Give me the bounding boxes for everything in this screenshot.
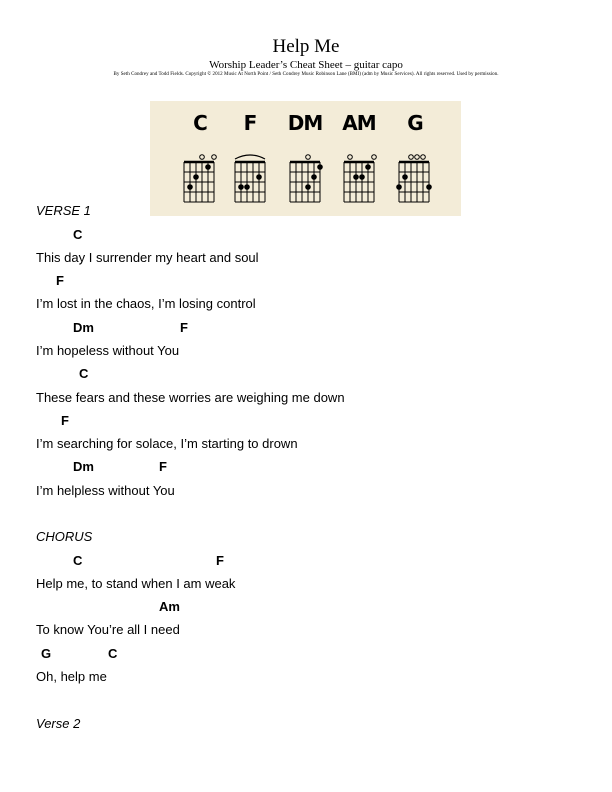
lyric-line: These fears and these worries are weighing me down: [36, 390, 345, 405]
lyric-line: I’m hopeless without You: [36, 343, 180, 358]
chord-label: G: [41, 646, 52, 661]
chord-label-dm: DM: [287, 111, 323, 135]
chord-label: F: [216, 553, 224, 568]
chord-label-f: F: [243, 111, 257, 135]
lyric-line: This day I surrender my heart and soul: [36, 250, 259, 265]
chord-label: F: [159, 459, 167, 474]
lyric-line: I’m helpless without You: [36, 483, 175, 498]
chord-label: C: [79, 366, 89, 381]
chord-label-am: AM: [342, 111, 376, 135]
page-subtitle: Worship Leader’s Cheat Sheet – guitar capo: [209, 59, 403, 71]
chord-label: F: [56, 273, 64, 288]
lyric-line: Help me, to stand when I am weak: [36, 576, 236, 591]
chord-label: C: [108, 646, 118, 661]
chord-label: F: [180, 320, 188, 335]
chord-label-c: C: [193, 111, 207, 135]
chord-label: C: [73, 227, 83, 242]
chord-label-g: G: [407, 111, 423, 135]
section-heading-verse-1: VERSE 1: [36, 203, 91, 218]
lyric-line: To know You’re all I need: [36, 622, 180, 637]
section-heading-verse-2: Verse 2: [36, 716, 81, 731]
section-heading-chorus: CHORUS: [36, 529, 93, 544]
lyric-line: I’m searching for solace, I’m starting to drown: [36, 436, 298, 451]
chord-label: F: [61, 413, 69, 428]
lyric-line: I’m lost in the chaos, I’m losing control: [36, 296, 256, 311]
chord-label: Am: [159, 599, 180, 614]
chord-label: Dm: [73, 320, 94, 335]
chord-label: Dm: [73, 459, 94, 474]
chord-label: C: [73, 553, 83, 568]
lyric-line: Oh, help me: [36, 669, 107, 684]
copyright-notice: By Seth Condrey and Todd Fields. Copyright © 2012 Music At North Point / Seth Condrey Music Robinson Lane (BMI) (adm by Music Services). All rights reserved. Used by permission.: [113, 72, 499, 77]
page-title: Help Me: [272, 36, 340, 57]
